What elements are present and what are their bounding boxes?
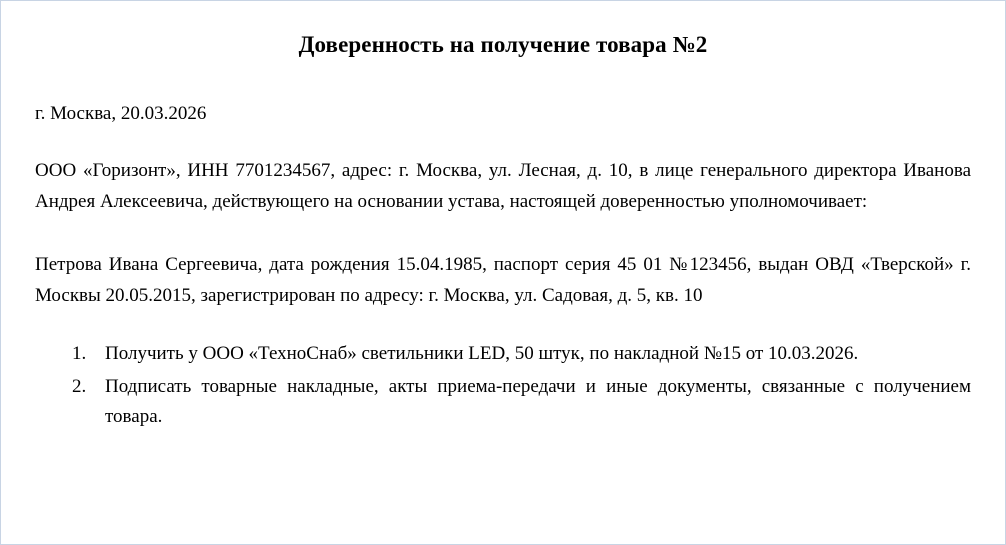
list-item: 1. Получить у ООО «ТехноСнаб» светильники LED, 50 штук, по накладной №15 от 10.03.2026. (91, 339, 971, 369)
principal-paragraph: ООО «Горизонт», ИНН 7701234567, адрес: г. Москва, ул. Лесная, д. 10, в лице генерального директора Иванова Андрея Алексеевича, действующего на основании устава, настоящей доверенностью уполномочивает: (35, 160, 971, 212)
page-title: Доверенность на получение товара №2 (298, 32, 708, 57)
place-and-date: г. Москва, 20.03.2026 (35, 102, 207, 124)
powers-list (35, 339, 971, 432)
list-item: 2. Подписать товарные накладные, акты приема-передачи и иные документы, связанные с получением товара. (91, 372, 971, 433)
attorney-paragraph: Петрова Ивана Сергеевича, дата рождения 15.04.1985, паспорт серия 45 01 №123456, выдан ОВД «Тверской» г. Москвы 20.05.2015, зарегистрирован по адресу: г. Москва, ул. Садовая, д. 5, кв. 10 (35, 253, 971, 306)
